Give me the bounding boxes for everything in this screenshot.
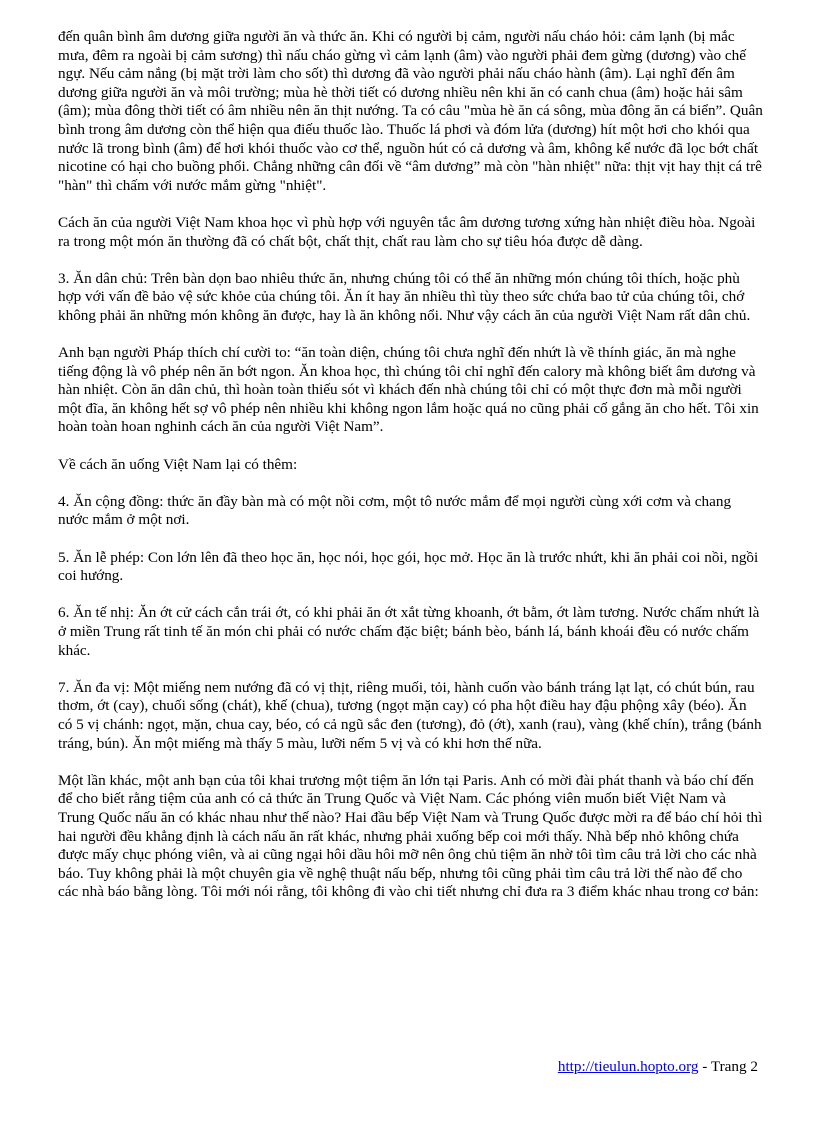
- document-body: [58, 28, 764, 921]
- paragraph-additional-intro: Về cách ăn uống Việt Nam lại có thêm:: [58, 455, 298, 473]
- paragraph-paris-restaurant: Một lần khác, một anh bạn của tôi khai trương một tiệm ăn lớn tại Paris. Anh có mời đài phát thanh và báo chí đến để cho biết rằng tiệm của anh có cả thức ăn Trung Quốc và Việt Nam. Các phóng viên muốn biết Việt Nam và Trung Quốc nấu ăn có khác nhau như thế nào? Hai đầu bếp Việt Nam và Trung Quốc được mời ra để báo chí hỏi thì hai người đều khẳng định là cách nấu ăn rất khác, nhưng phải xuống bếp coi mới thấy. Nhà bếp nhỏ không chứa được mấy chục phóng viên, và ai cũng ngại hôi dầu hôi mỡ nên ông chủ tiệm ăn nhờ tôi tìm câu trả lời cho các nhà báo. Tuy không phải là một chuyên gia về nghệ thuật nấu bếp, nhưng tôi cũng phải tìm câu trả lời thế nào để cho các nhà báo bằng lòng. Tôi mới nói rằng, tôi không đi vào chi tiết nhưng chỉ đưa ra 3 điểm khác nhau trong cơ bản:: [58, 771, 763, 901]
- paragraph-yin-yang-balance: đến quân bình âm dương giữa người ăn và thức ăn. Khi có người bị cảm, người nấu cháo hỏi: cảm lạnh (bị mắc mưa, đêm ra ngoài bị cảm sương) thì nấu cháo gừng vì cảm lạnh (âm) vào người phải đem gừng (dương) vào chế ngự. Nếu cảm nắng (bị mặt trời làm cho sốt) thì dương đã vào người phải nấu cháo hành (âm). Lại nghĩ đến âm dương giữa người ăn và môi trường; mùa hè thời tiết có dương nhiều nên khi ăn có canh chua (âm) hoặc hải sâm (âm); mùa đông thời tiết có âm nhiều nên ăn thịt nướng. Ta có câu "mùa hè ăn cá sông, mùa đông ăn cá biển”. Quân bình trong âm dương còn thể hiện qua điếu thuốc lào. Thuốc lá phơi và đóm lửa (dương) hít một hơi cho khói qua nước lã trong bình (âm) để hơi khói thuốc vào cơ thể, nguồn hút có cả dương và âm, không kể nước đã lọc bớt chất nicotine có hại cho buồng phổi. Chẳng những cân đối về “âm dương” mà còn "hàn nhiệt" nữa: thịt vịt hay thịt cá trê "hàn" thì chấm với nước mắm gừng "nhiệt".: [58, 28, 763, 194]
- paragraph-democratic-eating: 3. Ăn dân chủ: Trên bàn dọn bao nhiêu thức ăn, nhưng chúng tôi có thể ăn những món chúng tôi thích, hoặc phù hợp với vấn đề bảo vệ sức khỏe của chúng tôi. Ăn ít hay ăn nhiều thì tùy theo sức chứa bao tử của chúng tôi, chớ không phải ăn những món không ăn được, hay là ăn không nổi. Như vậy cách ăn của người Việt Nam rất dân chủ.: [58, 269, 751, 324]
- page-number: Trang 2: [710, 1058, 758, 1075]
- website-link[interactable]: http://tieulun.hopto.org: [557, 1058, 699, 1075]
- paragraph-multi-flavor-eating: 7. Ăn đa vị: Một miếng nem nướng đã có vị thịt, riêng muối, tỏi, hành cuốn vào bánh tráng lạt lạt, có chút bún, rau thơm, ớt (cay), chuối sống (chát), khế (chua), tương (ngọt mặn cay) có pha hột điều hay đậu phộng xây (béo). Ăn có 5 vị chánh: ngọt, mặn, chua cay, béo, có cả ngũ sắc đen (tương), đỏ (ớt), xanh (rau), vàng (khế chín), trắng (bánh tráng, bún). Ăn một miếng mà thấy 5 màu, lưỡi nếm 5 vị và có khi hơn thế nữa.: [58, 678, 762, 752]
- paragraph-refined-eating: 6. Ăn tế nhị: Ăn ớt cử cách cắn trái ớt, có khi phải ăn ớt xắt từng khoanh, ớt bằm, ớt làm tương. Nước chấm nhứt là ở miền Trung rất tinh tế ăn món chi phải có nước chấm đặc biệt; bánh bèo, bánh lá, bánh khoái đều có nước chấm khác.: [58, 604, 760, 659]
- paragraph-polite-eating: 5. Ăn lễ phép: Con lớn lên đã theo học ăn, học nói, học gói, học mở. Học ăn là trước nhứt, khi ăn phải coi nồi, ngồi coi hướng.: [58, 548, 759, 585]
- page-footer: [558, 1058, 758, 1076]
- footer-separator: -: [698, 1058, 711, 1075]
- paragraph-communal-eating: 4. Ăn cộng đồng: thức ăn đầy bàn mà có một nồi cơm, một tô nước mắm để mọi người cùng xới cơm và chang nước mắm ở một nơi.: [58, 492, 732, 529]
- paragraph-scientific-eating: Cách ăn của người Việt Nam khoa học vì phù hợp với nguyên tắc âm dương tương xứng hàn nhiệt điều hòa. Ngoài ra trong một món ăn thường đã có chất bột, chất thịt, chất rau làm cho sự tiêu hóa được dễ dàng.: [58, 213, 756, 250]
- paragraph-french-friend: Anh bạn người Pháp thích chí cười to: “ăn toàn diện, chúng tôi chưa nghĩ đến nhứt là về thính giác, ăn mà nghe tiếng động là vô phép nên ăn bớt ngon. Ăn khoa học, thì chúng tôi chỉ nghĩ đến calory mà không biết âm dương và hàn nhiệt. Còn ăn dân chủ, thì hoàn toàn thiếu sót vì khách đến nhà chúng tôi chỉ có một thực đơn mà mỗi người một đĩa, ăn không hết sợ vô phép nên nhiều khi không ngon lắm hoặc quá no cũng phải cố gắng ăn cho hết. Tôi xin hoàn toàn hoan nghinh cách ăn của người Việt Nam”.: [58, 344, 759, 436]
